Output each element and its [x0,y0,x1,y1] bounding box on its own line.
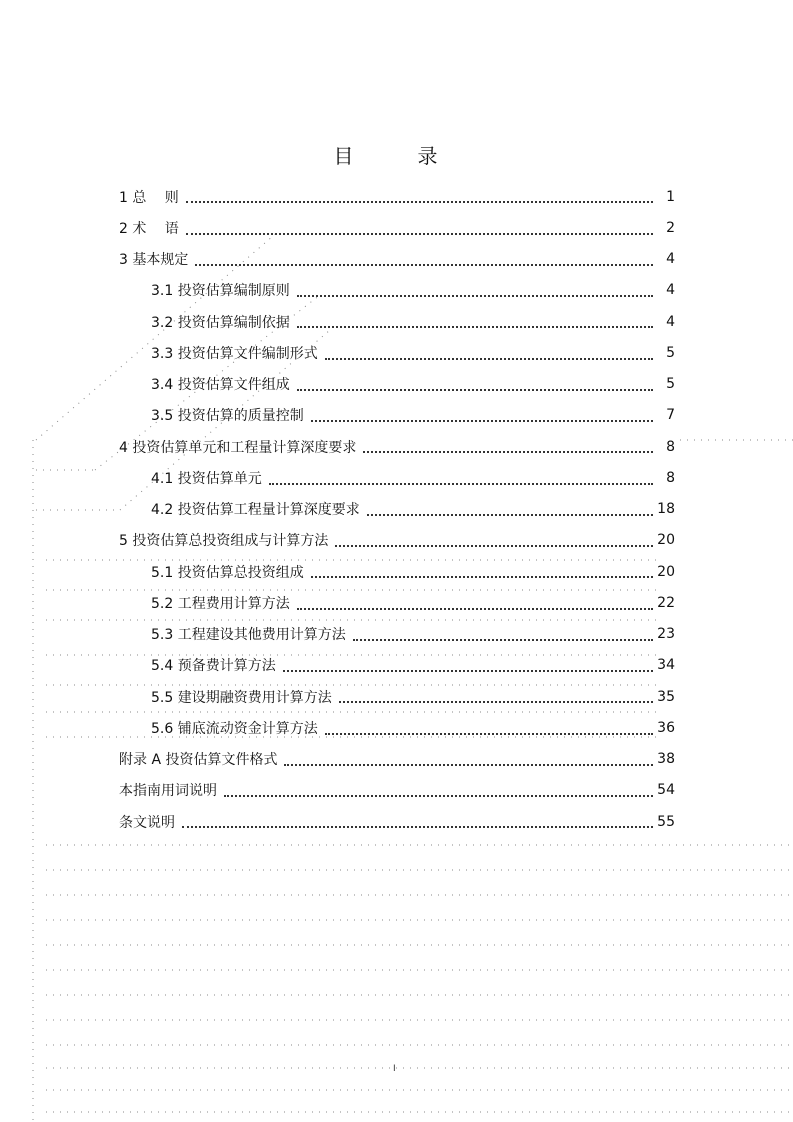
toc-entry[interactable] [119,650,675,681]
toc-dot-leader [339,700,653,703]
toc-entry-label: 5.2 工程费用计算方法 [151,595,290,612]
toc-entry-label: 3 基本规定 [119,252,189,269]
toc-entry-label: 2 术 语 [119,220,179,237]
toc-entry-label: 5.6 铺底流动资金计算方法 [151,720,318,737]
page-number: I [393,1064,396,1074]
toc-entry-page-number: 22 [657,594,675,611]
toc-entry-label: 3.1 投资估算编制原则 [151,283,290,300]
toc-entry[interactable] [119,306,675,337]
toc-entry-label: 5 投资估算总投资组成与计算方法 [119,533,329,550]
toc-entry-page-number: 18 [657,501,675,518]
toc-entry[interactable] [119,587,675,618]
toc-dot-leader [186,232,653,235]
toc-dot-leader [269,482,653,485]
toc-entry-page-number: 35 [657,688,675,705]
toc-dot-leader [367,513,653,516]
toc-entry[interactable] [119,212,675,243]
toc-entry-page-number: 2 [666,219,675,236]
toc-dot-leader [224,794,653,797]
toc-entry-page-number: 7 [666,407,675,424]
toc-entry-page-number: 4 [666,313,675,330]
toc-entry-page-number: 5 [666,344,675,361]
toc-entry-label: 3.4 投资估算文件组成 [151,377,290,394]
toc-entry[interactable] [119,712,675,743]
toc-entry-page-number: 34 [657,657,675,674]
toc-entry-page-number: 38 [657,751,675,768]
toc-dot-leader [353,638,653,641]
toc-entry-label: 5.5 建设期融资费用计算方法 [151,689,332,706]
toc-entry[interactable] [119,681,675,712]
toc-title: 目 录 [333,144,460,168]
table-of-contents [119,181,675,837]
toc-entry[interactable] [119,431,675,462]
toc-entry-label: 5.1 投资估算总投资组成 [151,564,304,581]
toc-entry[interactable] [119,775,675,806]
toc-entry-label: 4.1 投资估算单元 [151,470,262,487]
toc-entry-page-number: 4 [666,251,675,268]
toc-dot-leader [186,200,653,203]
toc-entry[interactable] [119,275,675,306]
toc-entry[interactable] [119,400,675,431]
toc-entry[interactable] [119,806,675,837]
toc-entry-page-number: 4 [666,282,675,299]
toc-entry-label: 5.3 工程建设其他费用计算方法 [151,627,346,644]
toc-dot-leader [284,763,653,766]
toc-dot-leader [283,669,653,672]
toc-entry-label: 3.2 投资估算编制依据 [151,314,290,331]
toc-entry[interactable] [119,619,675,650]
toc-entry-label: 5.4 预备费计算方法 [151,658,276,675]
toc-entry[interactable] [119,744,675,775]
toc-dot-leader [325,357,653,360]
toc-entry-page-number: 23 [657,626,675,643]
toc-entry-page-number: 1 [666,188,675,205]
toc-dot-leader [297,388,653,391]
toc-dot-leader [311,419,653,422]
toc-dot-leader [297,325,653,328]
toc-dot-leader [182,825,653,828]
toc-entry-page-number: 20 [657,532,675,549]
toc-entry[interactable] [119,244,675,275]
toc-entry[interactable] [119,556,675,587]
toc-entry-label: 本指南用词说明 [119,783,217,800]
toc-entry-label: 3.3 投资估算文件编制形式 [151,345,318,362]
toc-dot-leader [297,294,653,297]
toc-entry-page-number: 55 [657,813,675,830]
toc-dot-leader [297,607,653,610]
toc-entry-label: 附录 A 投资估算文件格式 [119,752,278,769]
toc-entry-label: 4 投资估算单元和工程量计算深度要求 [119,439,357,456]
toc-entry-label: 3.5 投资估算的质量控制 [151,408,304,425]
toc-entry[interactable] [119,369,675,400]
toc-entry-page-number: 8 [666,438,675,455]
toc-dot-leader [195,263,653,266]
toc-dot-leader [335,544,653,547]
toc-entry-label: 1 总 则 [119,189,179,206]
toc-entry-page-number: 36 [657,719,675,736]
toc-dot-leader [311,575,653,578]
toc-entry-page-number: 20 [657,563,675,580]
toc-entry[interactable] [119,462,675,493]
toc-entry[interactable] [119,525,675,556]
toc-entry[interactable] [119,494,675,525]
toc-entry-label: 条文说明 [119,814,175,831]
toc-dot-leader [363,450,653,453]
toc-entry[interactable] [119,181,675,212]
toc-entry-page-number: 5 [666,376,675,393]
toc-entry-page-number: 54 [657,782,675,799]
toc-entry[interactable] [119,337,675,368]
toc-dot-leader [325,732,653,735]
toc-entry-page-number: 8 [666,469,675,486]
toc-entry-label: 4.2 投资估算工程量计算深度要求 [151,502,360,519]
